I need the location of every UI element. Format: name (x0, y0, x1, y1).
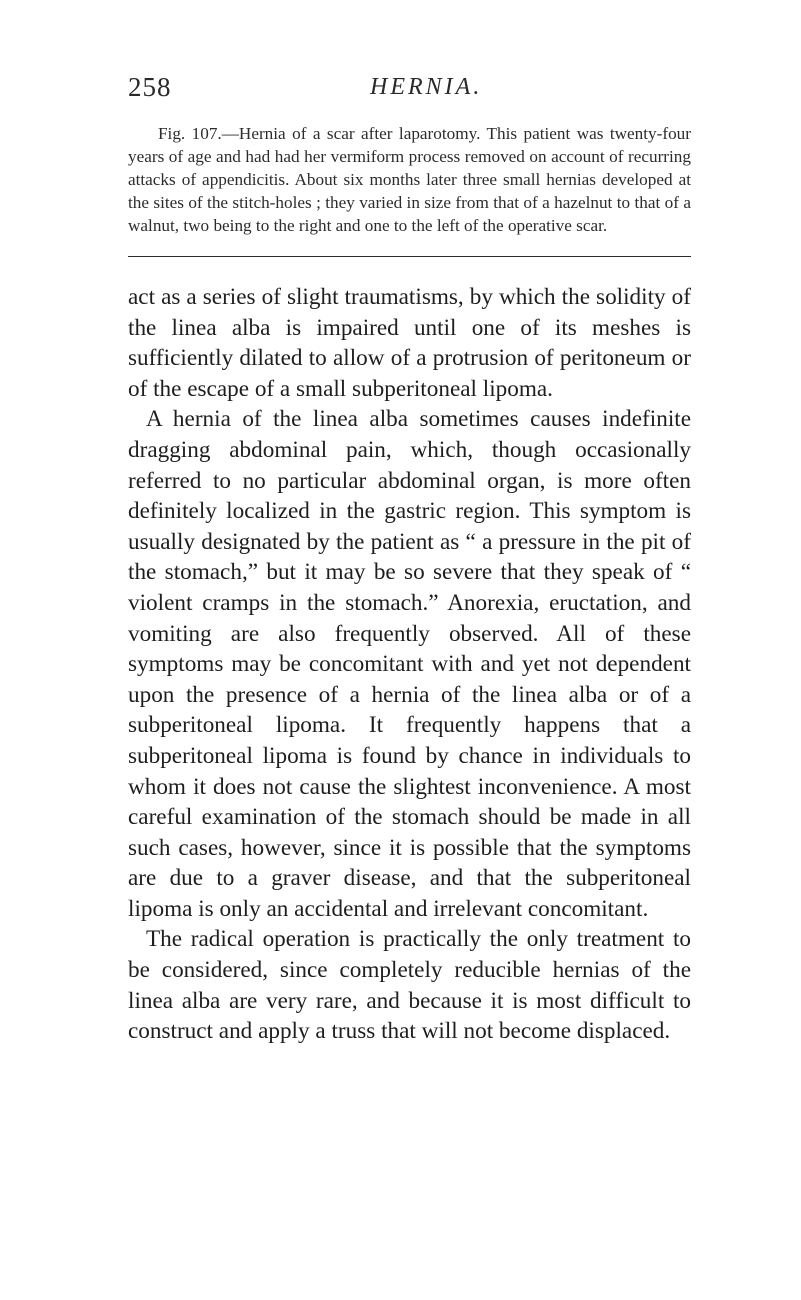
paragraph-treatment: The radical operation is practically the only treatment to be considered, since completely reducible hernias of the linea alba are very rare, and because it is most difficult to construct and apply a truss that will not become displaced. (128, 926, 691, 1045)
page-number: 258 (128, 72, 172, 102)
body-text (128, 282, 691, 1047)
paragraph-symptoms: A hernia of the linea alba sometimes causes indefinite dragging abdominal pain, which, though occasionally referred to no particular abdominal organ, is more often definitely localized in the gastric region. This symptom is usually designated by the patient as “ a pressure in the pit of the stomach,” but it may be so severe that they speak of “ violent cramps in the stomach.” Anorexia, eructation, and vomiting are also frequently observed. All of these symptoms may be concomitant with and yet not dependent upon the presence of a hernia of the linea alba or of a subperitoneal lipoma. It frequently happens that a subperitoneal lipoma is found by chance in individuals to whom it does not cause the slightest inconvenience. A most careful examination of the stomach should be made in all such cases, however, since it is possible that the symptoms are due to a graver disease, and that the subperitoneal lipoma is only an accidental and irrelevant concomitant. (128, 406, 691, 922)
caption-divider (128, 256, 691, 257)
paragraph-continued: act as a series of slight traumatisms, by which the solidity of the linea alba is impaired until one of its meshes is sufficiently dilated to allow of a protrusion of peritoneum or of the escape of a small subperitoneal lipoma. (128, 284, 691, 402)
figure-caption: Fig. 107.—Hernia of a scar after laparotomy. This patient was twenty-four years of age and had had her vermiform process removed on account of recurring attacks of appendicitis. About six months later three small hernias developed at the sites of the stitch-holes ; they varied in size from that of a hazelnut to that of a walnut, two being to the right and one to the left of the operative scar. (128, 124, 691, 235)
running-title: HERNIA. (370, 74, 483, 100)
